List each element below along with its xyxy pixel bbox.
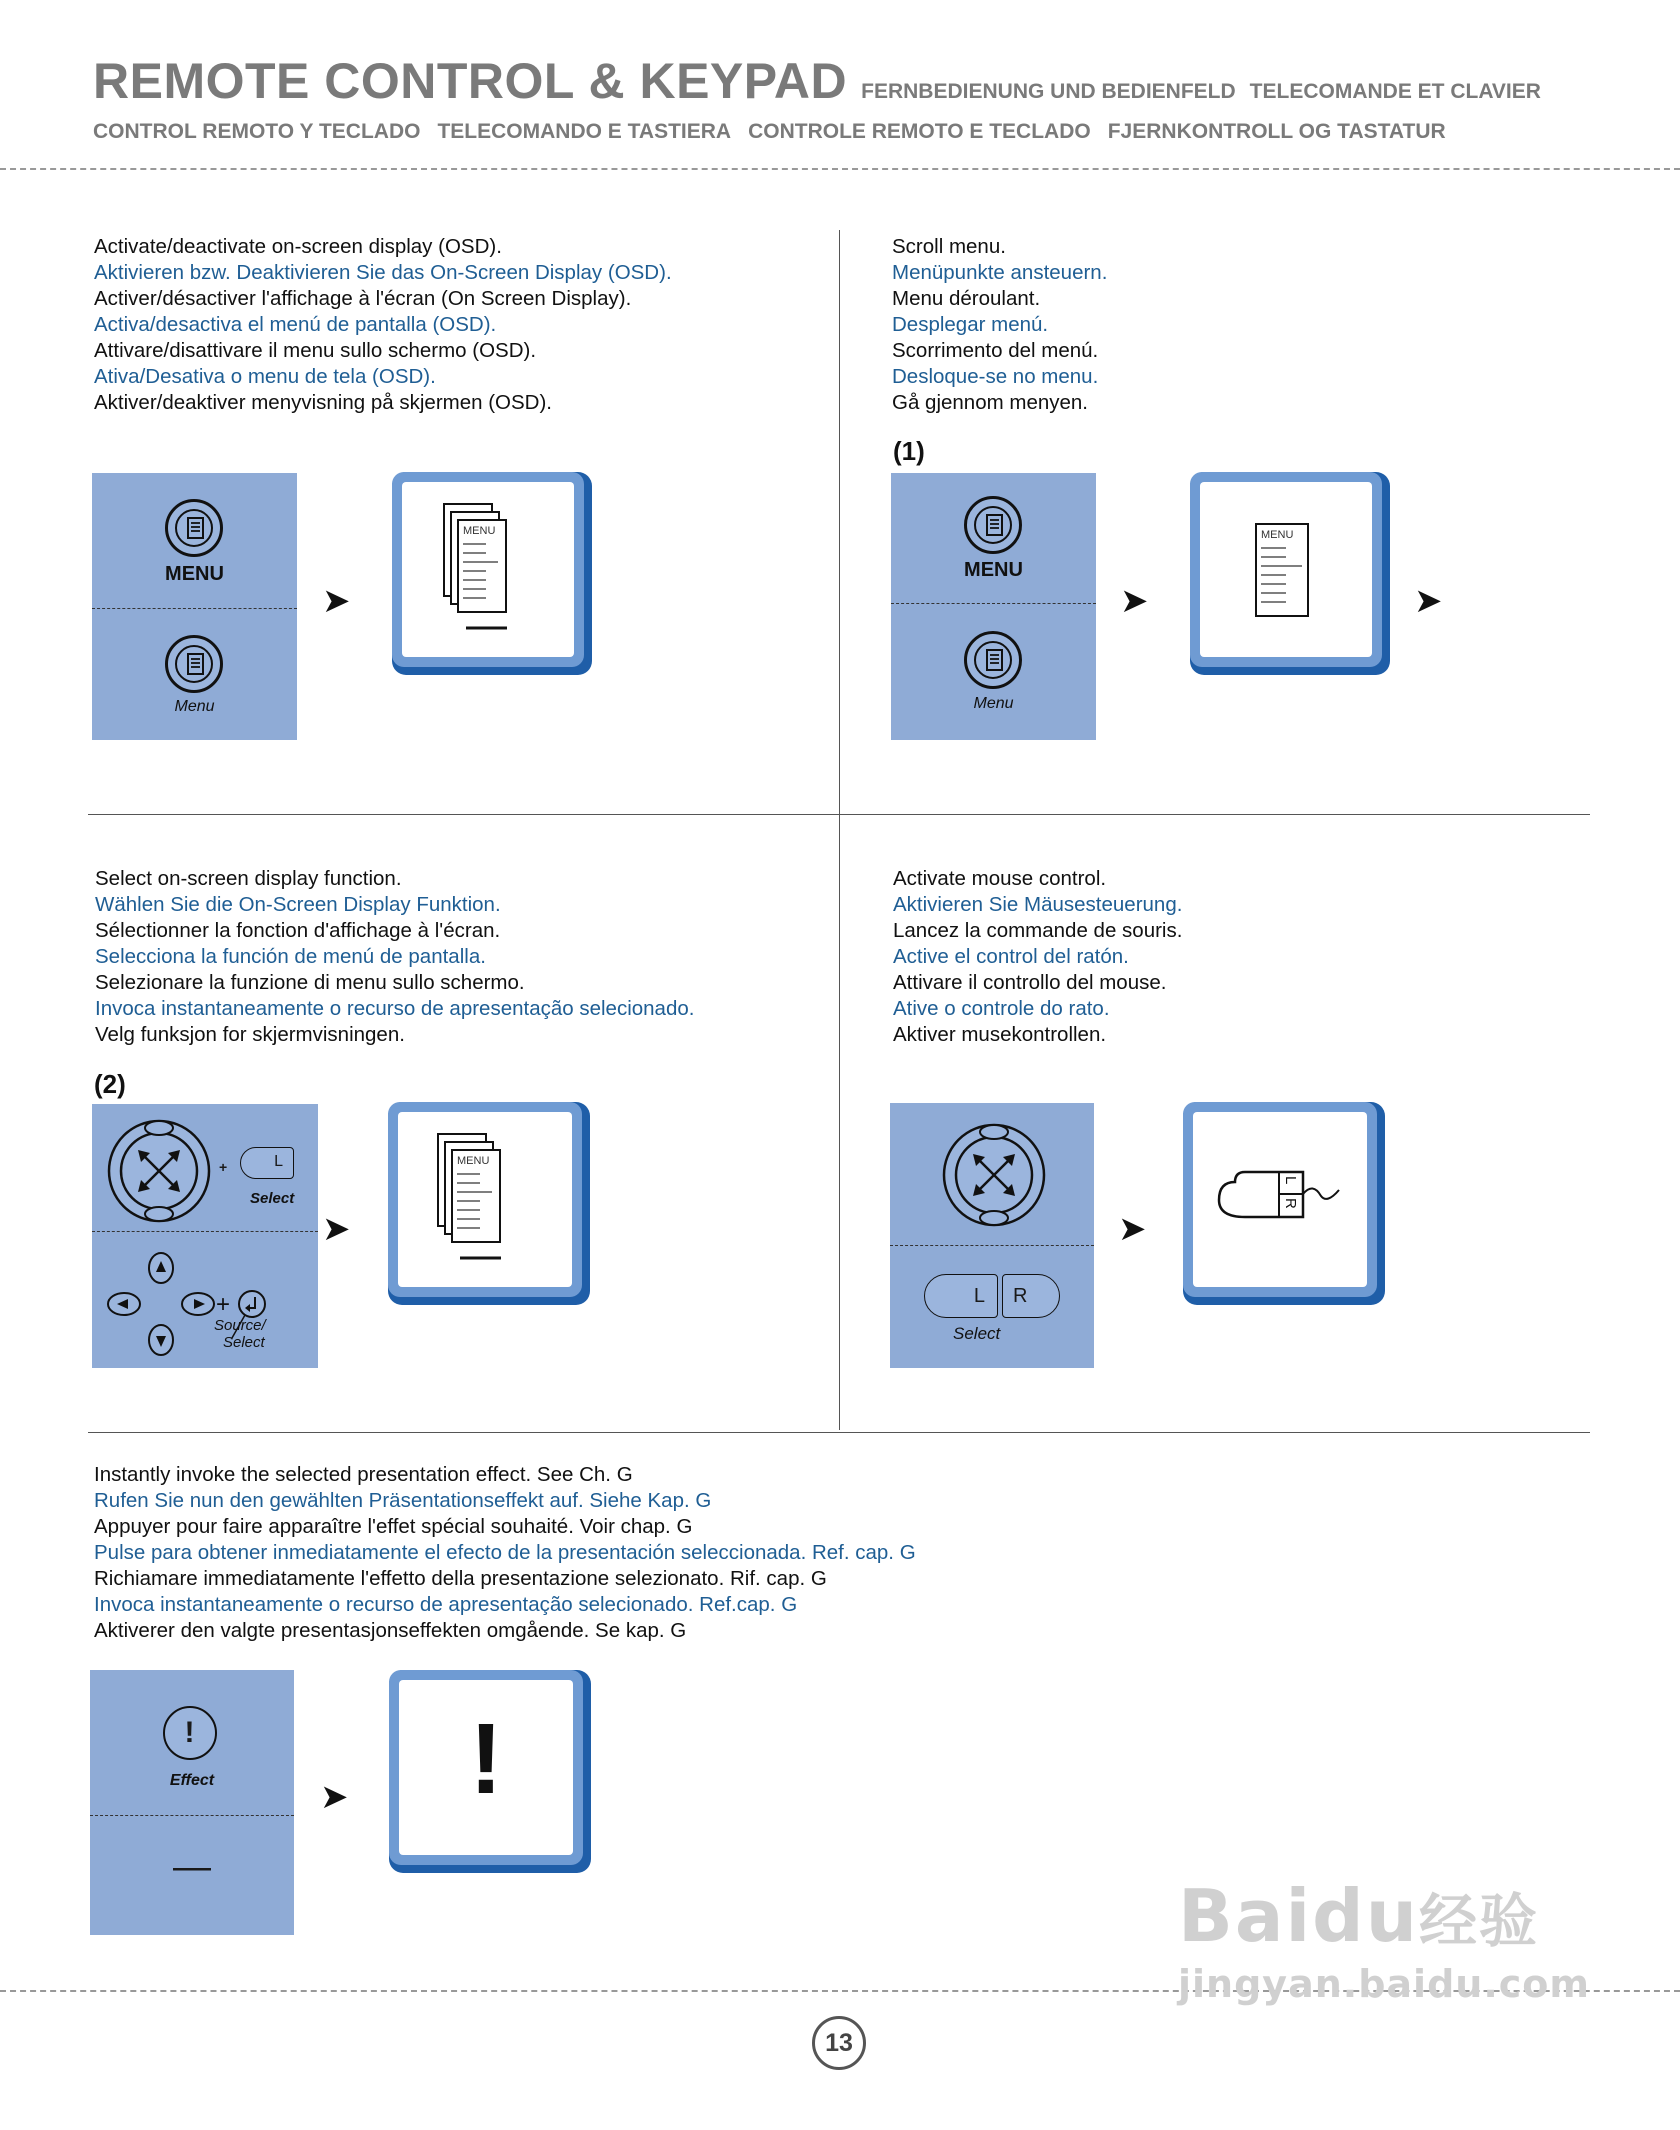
effect-label: Effect [169,1772,215,1789]
menu-keypad-button[interactable] [165,635,223,693]
osd-button-panel [92,473,297,740]
scroll-line-en: Scroll menu. [892,235,1006,258]
mouse-line-de: Aktivieren Sie Mäusesteuerung. [893,893,1183,916]
mouse-l-label: L [1282,1176,1299,1185]
effect-description [94,1462,916,1644]
page-title: REMOTE CONTROL & KEYPAD [93,53,848,109]
l-button[interactable] [924,1274,998,1318]
menu-remote-button[interactable] [964,496,1022,554]
blank-key-dash: — [173,1846,211,1888]
arrow-icon: ➤ [1118,1210,1147,1248]
watermark-url: jingyan.baidu.com [1178,1962,1590,2006]
baidu-watermark [1178,1874,1590,2006]
select-line-it: Selezionare la funzione di menu sullo schermo. [95,971,525,994]
select-line-no: Velg funksjon for skjermvisningen. [95,1023,405,1046]
r-button[interactable] [1002,1274,1060,1318]
select-line-fr: Sélectionner la fonction d'affichage à l'écran. [95,919,501,942]
exclamation-icon: ! [469,1703,503,1815]
osd-line-no: Aktiver/deaktiver menyvisning på skjermen (OSD). [94,391,552,414]
menu-remote-label: MENU [165,563,224,585]
l-button-label: L [274,1153,283,1170]
l-button-label: L [973,1285,985,1307]
mouse-screen [1183,1102,1385,1305]
subtitle-spanish: CONTROL REMOTO Y TECLADO [93,120,421,143]
arrow-icon: ➤ [322,582,351,620]
row-divider-2 [88,1432,1590,1433]
watermark-brand: Bai [1178,1874,1313,1958]
r-button-label: R [1013,1285,1028,1307]
effect-line-it: Richiamare immediatamente l'effetto della presentazione selezionato. Rif. cap. G [94,1567,827,1590]
osd-line-de: Aktivieren bzw. Deaktivieren Sie das On-Screen Display (OSD). [94,261,672,284]
menu-remote-button[interactable] [165,499,223,557]
effect-line-no: Aktiverer den valgte presentasjonseffekten omgående. Se kap. G [94,1619,687,1642]
scroll-line-it: Scorrimento del menú. [892,339,1099,362]
mouse-button-panel [890,1103,1094,1368]
scroll-description [892,234,1107,416]
effect-button-panel [90,1670,294,1935]
effect-line-en: Instantly invoke the selected presentation effect. See Ch. G [94,1463,633,1486]
navigation-disc-icon[interactable] [106,1118,212,1224]
mouse-line-no: Aktiver musekontrollen. [893,1023,1107,1046]
watermark-brand2: du [1312,1874,1419,1958]
effect-line-fr: Appuyer pour faire apparaître l'effet spécial souhaité. Voir chap. G [94,1515,693,1538]
l-button[interactable] [240,1147,294,1179]
menu-page-icon [1190,472,1390,675]
arrow-icon: ➤ [1120,582,1149,620]
scroll-button-panel [891,473,1096,740]
scroll-line-es: Desplegar menú. [892,313,1049,336]
select-line-pt: Invoca instantaneamente o recurso de apresentação selecionado. [95,997,695,1020]
step-label-2: (2) [94,1069,126,1099]
menu-pages-icon [392,472,592,675]
scroll-screen [1190,472,1390,675]
mouse-line-en: Activate mouse control. [893,867,1107,890]
page-header [0,0,1680,175]
select-description [95,866,694,1048]
header-divider [0,168,1680,170]
mouse-line-it: Attivare il controllo del mouse. [893,971,1167,994]
scroll-line-de: Menüpunkte ansteuern. [892,261,1108,284]
svg-text:+: + [216,1291,231,1318]
page-number: 13 [812,2016,866,2070]
mouse-description [893,866,1182,1048]
screen-menu-text: MENU [457,1155,490,1167]
effect-screen [389,1670,591,1873]
osd-screen [392,472,592,675]
screen-menu-text: MENU [1261,529,1294,541]
subtitle-italian: TELECOMANDO E TASTIERA [437,120,732,143]
navigation-disc-icon[interactable] [941,1122,1047,1228]
title-french: TELECOMANDE ET CLAVIER [1249,80,1541,103]
menu-icon [967,634,1025,692]
scroll-line-no: Gå gjennom menyen. [892,391,1089,414]
menu-keypad-label: Menu [973,695,1014,712]
mouse-line-fr: Lancez la commande de souris. [893,919,1183,942]
osd-line-pt: Ativa/Desativa o menu de tela (OSD). [94,365,436,388]
menu-keypad-label: Menu [174,698,215,715]
mouse-line-es: Active el control del ratón. [893,945,1129,968]
menu-remote-label: MENU [964,559,1023,581]
select-screen [388,1102,590,1305]
menu-icon [168,638,226,696]
plus-sign: + [219,1159,228,1175]
select-label: Select [953,1324,1001,1343]
osd-description [94,234,672,416]
title-german: FERNBEDIENUNG UND BEDIENFELD [861,80,1236,103]
scroll-line-pt: Desloque-se no menu. [892,365,1099,388]
screen-menu-text: MENU [463,525,496,537]
mouse-line-pt: Ative o controle do rato. [893,997,1110,1020]
column-divider-top [839,230,840,815]
osd-line-es: Activa/desactiva el menú de pantalla (OSD). [94,313,497,336]
mouse-icon [1183,1102,1385,1305]
step-label-1: (1) [893,436,925,466]
source-label: Source/ [214,1317,266,1334]
exclamation-icon: ! [184,1716,195,1749]
subtitle-line [93,120,1463,144]
select-label: Select [250,1190,295,1207]
arrow-icon: ➤ [320,1778,349,1816]
title-line [93,52,1541,110]
select-line-de: Wählen Sie die On-Screen Display Funktion. [95,893,501,916]
watermark-cn: 经验 [1418,1887,1539,1955]
osd-line-en: Activate/deactivate on-screen display (OSD). [94,235,502,258]
effect-line-es: Pulse para obtener inmediatamente el efecto de la presentación seleccionada. Ref. cap. G [94,1541,916,1564]
subtitle-portuguese: CONTROLE REMOTO E TECLADO [748,120,1091,143]
select-button-panel [92,1104,318,1368]
menu-keypad-button[interactable] [964,631,1022,689]
scroll-line-fr: Menu déroulant. [892,287,1041,310]
mouse-r-label: R [1282,1198,1299,1209]
select-line-es: Selecciona la función de menú de pantalla. [95,945,486,968]
subtitle-norwegian: FJERNKONTROLL OG TASTATUR [1107,120,1446,143]
arrow-icon: ➤ [1414,582,1443,620]
osd-line-it: Attivare/disattivare il menu sullo schermo (OSD). [94,339,537,362]
effect-line-pt: Invoca instantaneamente o recurso de apresentação selecionado. Ref.cap. G [94,1593,798,1616]
effect-button[interactable] [163,1706,217,1760]
menu-pages-icon [388,1102,590,1305]
select-line-en: Select on-screen display function. [95,867,402,890]
menu-icon [967,499,1025,557]
column-divider-middle [839,815,840,1430]
source-select-label: Select [223,1334,265,1351]
row-divider-1 [88,814,1590,815]
effect-line-de: Rufen Sie nun den gewählten Präsentationseffekt auf. Siehe Kap. G [94,1489,712,1512]
menu-icon [168,502,226,560]
arrow-icon: ➤ [322,1210,351,1248]
osd-line-fr: Activer/désactiver l'affichage à l'écran (On Screen Display). [94,287,632,310]
